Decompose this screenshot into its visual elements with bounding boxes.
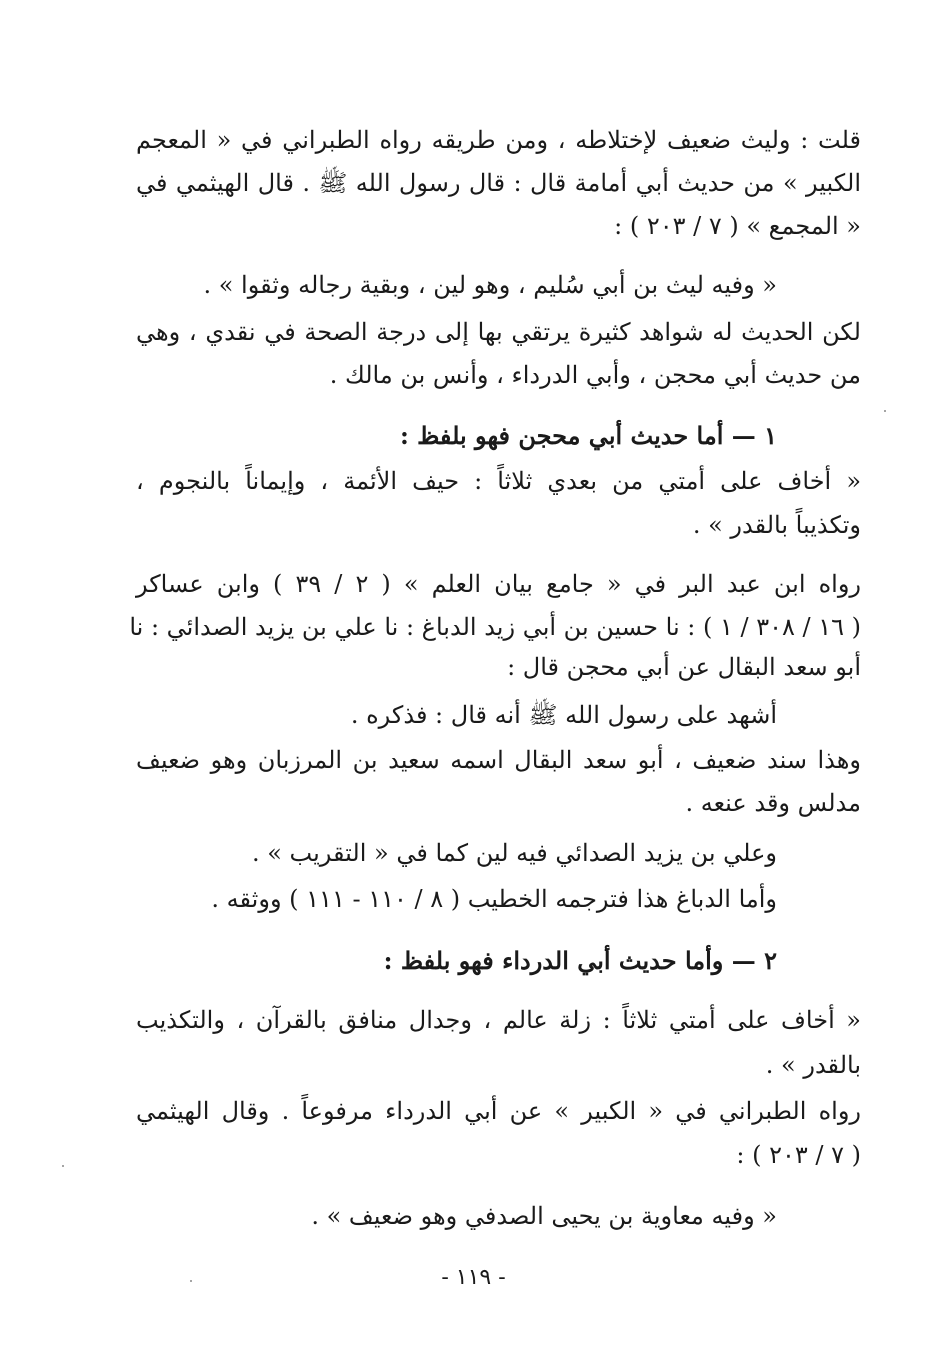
text-line: وعلي بن يزيد الصدائي فيه لين كما في « التقريب » . bbox=[251, 839, 777, 867]
text-line: الكبير » من حديث أبي أمامة قال : قال رسول الله ﷺ . قال الهيثمي في bbox=[136, 169, 861, 197]
hadith-text: « أخاف على أمتي من بعدي ثلاثاً : حيف الأئمة ، وإيماناً بالنجوم ، bbox=[136, 467, 861, 495]
hadith-text: « أخاف على أمتي ثلاثاً : زلة عالم ، وجدال منافق بالقرآن ، والتكذيب bbox=[136, 1006, 861, 1034]
hadith-text: بالقدر » . bbox=[765, 1051, 861, 1079]
text-line: رواه ابن عبد البر في « جامع بيان العلم » ( ٢ / ٣٩ ) وابن عساكر bbox=[136, 570, 862, 598]
text-line: رواه الطبراني في « الكبير » عن أبي الدرداء مرفوعاً . وقال الهيثمي bbox=[136, 1097, 861, 1125]
text-line: من حديث أبي محجن ، وأبي الدرداء ، وأنس بن مالك . bbox=[329, 361, 861, 389]
text-line: مدلس وقد عنعه . bbox=[685, 789, 861, 817]
quote-line: « وفيه معاوية بن يحيى الصدفي وهو ضعيف » . bbox=[311, 1202, 777, 1230]
scan-speck bbox=[62, 1165, 64, 1167]
text-line: قلت : وليث ضعيف لإختلاطه ، ومن طريقه رواه الطبراني في « المعجم bbox=[136, 126, 861, 154]
section-heading: ٢ — وأما حديث أبي الدرداء فهو بلفظ : bbox=[383, 946, 777, 975]
page-number: - ١١٩ - bbox=[441, 1265, 506, 1290]
scan-speck bbox=[884, 410, 886, 412]
quote-line: « وفيه ليث بن أبي سُليم ، وهو لين ، وبقية رجاله وثقوا » . bbox=[203, 271, 777, 299]
text-line: أشهد على رسول الله ﷺ أنه قال : فذكره . bbox=[350, 701, 777, 729]
hadith-text: وتكذيباً بالقدر » . bbox=[692, 511, 861, 539]
text-line: وهذا سند ضعيف ، أبو سعد البقال اسمه سعيد بن المرزبان وهو ضعيف bbox=[136, 746, 861, 774]
text-line: وأما الدباغ هذا فترجمه الخطيب ( ٨ / ١١٠ - ١١١ ) ووثقه . bbox=[211, 885, 777, 913]
text-line: « المجمع » ( ٧ / ٢٠٣ ) : bbox=[614, 212, 861, 240]
text-line: لكن الحديث له شواهد كثيرة يرتقي بها إلى درجة الصحة في نقدي ، وهي bbox=[136, 318, 861, 346]
text-line: ( ٧ / ٢٠٣ ) : bbox=[736, 1141, 861, 1169]
section-heading: ١ — أما حديث أبي محجن فهو بلفظ : bbox=[399, 421, 777, 450]
scan-speck bbox=[190, 1280, 192, 1282]
text-line: ( ١٦ / ٣٠٨ / ١ ) : نا حسين بن أبي زيد الدباغ : نا علي بن يزيد الصدائي : نا bbox=[129, 613, 861, 641]
text-line: أبو سعد البقال عن أبي محجن قال : bbox=[507, 653, 861, 681]
